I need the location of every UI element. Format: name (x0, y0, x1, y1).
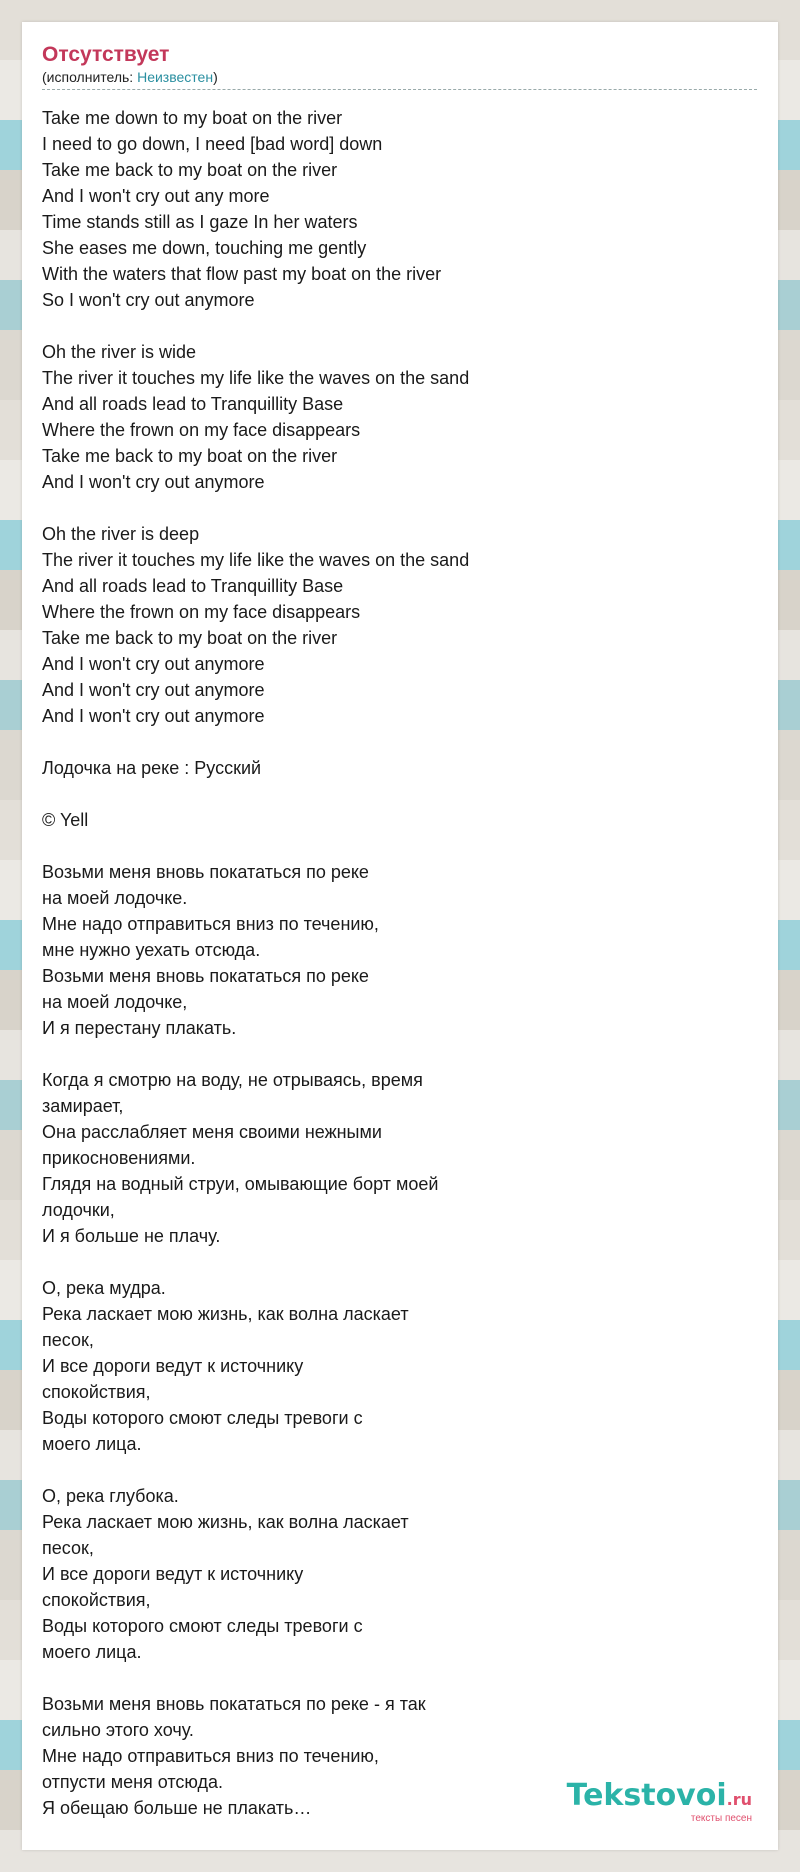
lyric-line: Воды которого смоют следы тревоги с (42, 1408, 363, 1428)
lyric-line: Take me down to my boat on the river (42, 108, 343, 128)
stanza-gap (42, 1249, 757, 1275)
lyric-line: Возьми меня вновь покататься по реке (42, 862, 369, 882)
lyric-line: на моей лодочке, (42, 992, 188, 1012)
lyric-line: отпусти меня отсюда. (42, 1772, 224, 1792)
lyric-line: И все дороги ведут к источнику (42, 1564, 304, 1584)
lyric-line: Возьми меня вновь покататься по реке (42, 966, 369, 986)
lyric-line: Oh the river is wide (42, 342, 197, 362)
lyric-line: моего лица. (42, 1434, 142, 1454)
lyric-line: Река ласкает мою жизнь, как волна ласкает (42, 1304, 409, 1324)
stanza-gap (42, 313, 757, 339)
lyric-line: мне нужно уехать отсюда. (42, 940, 261, 960)
lyric-line: О, река глубока. (42, 1486, 179, 1506)
lyric-line: моего лица. (42, 1642, 142, 1662)
byline-prefix: (исполнитель: (42, 69, 138, 85)
artist-link[interactable]: Неизвестен (137, 69, 214, 85)
lyric-line: И я перестану плакать. (42, 1018, 237, 1038)
lyric-line: Когда я смотрю на воду, не отрываясь, время (42, 1070, 423, 1090)
lyric-line: Where the frown on my face disappears (42, 420, 361, 440)
lyric-line: I need to go down, I need [bad word] down (42, 134, 383, 154)
lyric-line: сильно этого хочу. (42, 1720, 194, 1740)
lyric-line: спокойствия, (42, 1382, 151, 1402)
logo-wordmark (567, 1780, 752, 1816)
lyric-line: © Yell (42, 810, 89, 830)
lyric-line: песок, (42, 1538, 94, 1558)
lyric-line: прикосновениями. (42, 1148, 196, 1168)
lyric-line: Она расслабляет меня своими нежными (42, 1122, 382, 1142)
site-logo[interactable] (567, 1780, 752, 1824)
lyric-line: лодочки, (42, 1200, 115, 1220)
lyric-line: О, река мудра. (42, 1278, 166, 1298)
lyric-line: And I won't cry out anymore (42, 680, 265, 700)
stanza-gap (42, 1041, 757, 1067)
lyric-line: Take me back to my boat on the river (42, 446, 338, 466)
stanza-gap (42, 729, 757, 755)
lyric-line: Oh the river is deep (42, 524, 200, 544)
lyric-line: The river it touches my life like the waves on the sand (42, 368, 470, 388)
logo-name: Tekstovoi (566, 1778, 727, 1813)
byline-suffix: ) (213, 69, 218, 85)
lyric-line: And I won't cry out anymore (42, 472, 265, 492)
lyric-line: And I won't cry out anymore (42, 654, 265, 674)
lyric-line: Воды которого смоют следы тревоги с (42, 1616, 363, 1636)
lyric-line: Time stands still as I gaze In her waters (42, 212, 358, 232)
lyric-line: And I won't cry out any more (42, 186, 270, 206)
lyric-line: The river it touches my life like the waves on the sand (42, 550, 470, 570)
lyric-line: Я обещаю больше не плакать… (42, 1798, 312, 1818)
page-sheet (22, 22, 778, 1850)
lyric-line: замирает, (42, 1096, 124, 1116)
lyric-line: With the waters that flow past my boat on the river (42, 264, 442, 284)
lyric-line: And all roads lead to Tranquillity Base (42, 576, 344, 596)
lyric-line: И все дороги ведут к источнику (42, 1356, 304, 1376)
logo-tld: .ru (726, 1790, 752, 1809)
stanza-gap (42, 1665, 757, 1691)
lyric-line: Лодочка на реке : Русский (42, 758, 262, 778)
lyric-line: Where the frown on my face disappears (42, 602, 361, 622)
lyric-line: Мне надо отправиться вниз по течению, (42, 1746, 379, 1766)
artist-byline (42, 68, 757, 90)
lyric-line: So I won't cry out anymore (42, 290, 255, 310)
lyric-line: на моей лодочке. (42, 888, 188, 908)
stanza-gap (42, 495, 757, 521)
lyric-line: And all roads lead to Tranquillity Base (42, 394, 344, 414)
lyric-line: Take me back to my boat on the river (42, 628, 338, 648)
lyric-line: спокойствия, (42, 1590, 151, 1610)
logo-tagline: тексты песен (690, 1813, 752, 1824)
lyric-line: И я больше не плачу. (42, 1226, 221, 1246)
lyric-line: песок, (42, 1330, 94, 1350)
lyric-line: Мне надо отправиться вниз по течению, (42, 914, 379, 934)
stanza-gap (42, 833, 757, 859)
stanza-gap (42, 781, 757, 807)
lyric-line: Река ласкает мою жизнь, как волна ласкает (42, 1512, 409, 1532)
lyric-line: Take me back to my boat on the river (42, 160, 338, 180)
lyric-line: And I won't cry out anymore (42, 706, 265, 726)
song-title: Отсутствует (42, 43, 170, 66)
stanza-gap (42, 1457, 757, 1483)
song-header (42, 42, 757, 90)
lyric-line: Возьми меня вновь покататься по реке - я так (42, 1694, 426, 1714)
lyric-line: Глядя на водный струи, омывающие борт моей (42, 1174, 439, 1194)
lyrics-text (42, 105, 757, 1821)
lyric-line: She eases me down, touching me gently (42, 238, 367, 258)
